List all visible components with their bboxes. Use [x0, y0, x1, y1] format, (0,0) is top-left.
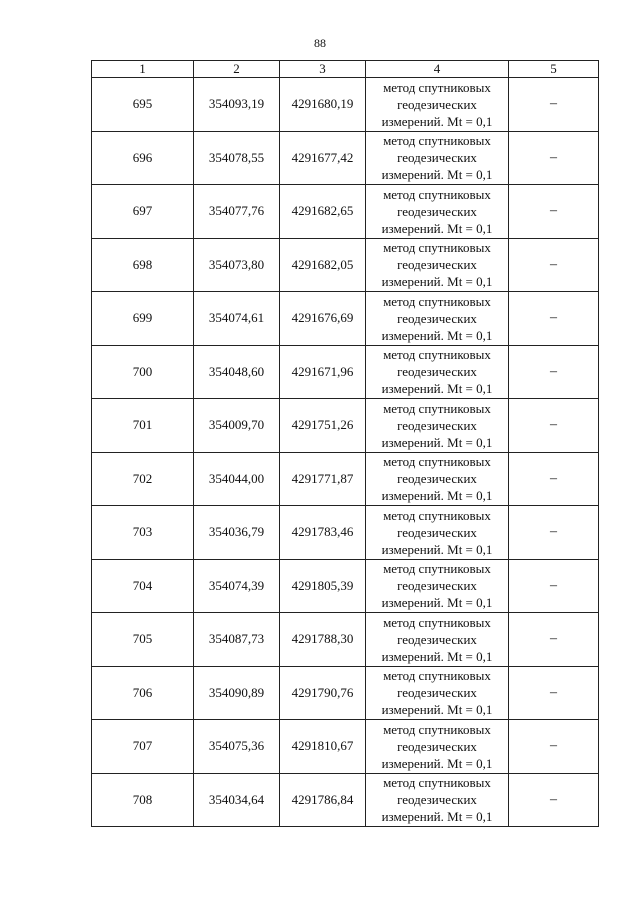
point-number-cell: 708	[92, 773, 194, 827]
table-header-row	[92, 61, 599, 78]
table-row	[92, 773, 599, 827]
method-line: измерений. Mt = 0,1	[381, 220, 493, 236]
method-cell	[366, 666, 509, 720]
y-coordinate-cell: 4291788,30	[280, 613, 366, 667]
point-number-cell: 705	[92, 613, 194, 667]
method-line: измерений. Mt = 0,1	[381, 167, 493, 183]
x-coordinate-cell: 354036,79	[194, 506, 280, 560]
column-header-4: 4	[366, 61, 509, 78]
method-line: метод спутниковых	[383, 561, 491, 577]
method-line: метод спутниковых	[383, 79, 491, 95]
description-cell: –	[509, 345, 599, 399]
description-cell: –	[509, 559, 599, 613]
point-number-cell: 700	[92, 345, 194, 399]
table-row	[92, 345, 599, 399]
table-body	[92, 78, 599, 827]
x-coordinate-cell: 354074,61	[194, 292, 280, 346]
x-coordinate-cell: 354073,80	[194, 238, 280, 292]
method-line: измерений. Mt = 0,1	[381, 595, 493, 611]
table-row	[92, 666, 599, 720]
description-cell: –	[509, 399, 599, 453]
point-number-cell: 697	[92, 185, 194, 239]
method-line: измерений. Mt = 0,1	[381, 381, 493, 397]
method-cell	[366, 292, 509, 346]
method-line: метод спутниковых	[383, 454, 491, 470]
method-line: геодезических	[397, 257, 477, 273]
method-line: геодезических	[397, 150, 477, 166]
point-number-cell: 704	[92, 559, 194, 613]
method-cell	[366, 613, 509, 667]
y-coordinate-cell: 4291682,05	[280, 238, 366, 292]
method-line: метод спутниковых	[383, 775, 491, 791]
method-line: метод спутниковых	[383, 721, 491, 737]
y-coordinate-cell: 4291771,87	[280, 452, 366, 506]
column-header-3: 3	[280, 61, 366, 78]
table-row	[92, 292, 599, 346]
x-coordinate-cell: 354009,70	[194, 399, 280, 453]
table-row	[92, 78, 599, 132]
description-cell: –	[509, 452, 599, 506]
y-coordinate-cell: 4291677,42	[280, 131, 366, 185]
y-coordinate-cell: 4291751,26	[280, 399, 366, 453]
method-line: метод спутниковых	[383, 293, 491, 309]
method-line: измерений. Mt = 0,1	[381, 113, 493, 129]
method-line: геодезических	[397, 417, 477, 433]
method-cell	[366, 773, 509, 827]
point-number-cell: 703	[92, 506, 194, 560]
column-header-5: 5	[509, 61, 599, 78]
point-number-cell: 701	[92, 399, 194, 453]
point-number-cell: 696	[92, 131, 194, 185]
method-line: измерений. Mt = 0,1	[381, 755, 493, 771]
point-number-cell: 707	[92, 720, 194, 774]
method-cell	[366, 131, 509, 185]
method-line: геодезических	[397, 631, 477, 647]
description-cell: –	[509, 131, 599, 185]
y-coordinate-cell: 4291676,69	[280, 292, 366, 346]
method-line: измерений. Mt = 0,1	[381, 434, 493, 450]
point-number-cell: 698	[92, 238, 194, 292]
method-line: измерений. Mt = 0,1	[381, 702, 493, 718]
column-header-1: 1	[92, 61, 194, 78]
description-cell: –	[509, 506, 599, 560]
x-coordinate-cell: 354090,89	[194, 666, 280, 720]
y-coordinate-cell: 4291810,67	[280, 720, 366, 774]
table-row	[92, 506, 599, 560]
point-number-cell: 706	[92, 666, 194, 720]
y-coordinate-cell: 4291680,19	[280, 78, 366, 132]
point-number-cell: 695	[92, 78, 194, 132]
method-line: геодезических	[397, 364, 477, 380]
y-coordinate-cell: 4291805,39	[280, 559, 366, 613]
method-cell	[366, 185, 509, 239]
method-cell	[366, 238, 509, 292]
table-row	[92, 720, 599, 774]
method-line: геодезических	[397, 578, 477, 594]
column-header-2: 2	[194, 61, 280, 78]
y-coordinate-cell: 4291790,76	[280, 666, 366, 720]
x-coordinate-cell: 354074,39	[194, 559, 280, 613]
method-line: измерений. Mt = 0,1	[381, 274, 493, 290]
method-cell	[366, 399, 509, 453]
method-line: геодезических	[397, 524, 477, 540]
table-row	[92, 452, 599, 506]
table-row	[92, 559, 599, 613]
method-line: метод спутниковых	[383, 186, 491, 202]
table-row	[92, 399, 599, 453]
point-number-cell: 702	[92, 452, 194, 506]
method-line: геодезических	[397, 738, 477, 754]
description-cell: –	[509, 720, 599, 774]
method-line: метод спутниковых	[383, 133, 491, 149]
table-row	[92, 185, 599, 239]
description-cell: –	[509, 292, 599, 346]
method-line: измерений. Mt = 0,1	[381, 327, 493, 343]
page-number: 88	[314, 36, 326, 50]
method-cell	[366, 78, 509, 132]
x-coordinate-cell: 354048,60	[194, 345, 280, 399]
method-line: метод спутниковых	[383, 347, 491, 363]
method-line: метод спутниковых	[383, 507, 491, 523]
method-line: геодезических	[397, 310, 477, 326]
method-line: геодезических	[397, 685, 477, 701]
point-number-cell: 699	[92, 292, 194, 346]
x-coordinate-cell: 354077,76	[194, 185, 280, 239]
table-row	[92, 238, 599, 292]
method-cell	[366, 506, 509, 560]
description-cell: –	[509, 238, 599, 292]
x-coordinate-cell: 354034,64	[194, 773, 280, 827]
description-cell: –	[509, 773, 599, 827]
method-line: измерений. Mt = 0,1	[381, 809, 493, 825]
y-coordinate-cell: 4291786,84	[280, 773, 366, 827]
method-line: геодезических	[397, 471, 477, 487]
method-line: измерений. Mt = 0,1	[381, 541, 493, 557]
method-cell	[366, 345, 509, 399]
table-row	[92, 613, 599, 667]
y-coordinate-cell: 4291783,46	[280, 506, 366, 560]
x-coordinate-cell: 354078,55	[194, 131, 280, 185]
method-line: метод спутниковых	[383, 668, 491, 684]
method-line: геодезических	[397, 203, 477, 219]
coordinates-table	[91, 60, 599, 827]
table-row	[92, 131, 599, 185]
method-line: метод спутниковых	[383, 400, 491, 416]
y-coordinate-cell: 4291682,65	[280, 185, 366, 239]
x-coordinate-cell: 354044,00	[194, 452, 280, 506]
method-cell	[366, 452, 509, 506]
description-cell: –	[509, 78, 599, 132]
method-line: геодезических	[397, 96, 477, 112]
description-cell: –	[509, 613, 599, 667]
x-coordinate-cell: 354075,36	[194, 720, 280, 774]
method-line: метод спутниковых	[383, 240, 491, 256]
method-cell	[366, 720, 509, 774]
x-coordinate-cell: 354093,19	[194, 78, 280, 132]
description-cell: –	[509, 185, 599, 239]
method-line: измерений. Mt = 0,1	[381, 648, 493, 664]
method-line: геодезических	[397, 792, 477, 808]
method-line: метод спутниковых	[383, 614, 491, 630]
description-cell: –	[509, 666, 599, 720]
y-coordinate-cell: 4291671,96	[280, 345, 366, 399]
method-line: измерений. Mt = 0,1	[381, 488, 493, 504]
method-cell	[366, 559, 509, 613]
x-coordinate-cell: 354087,73	[194, 613, 280, 667]
